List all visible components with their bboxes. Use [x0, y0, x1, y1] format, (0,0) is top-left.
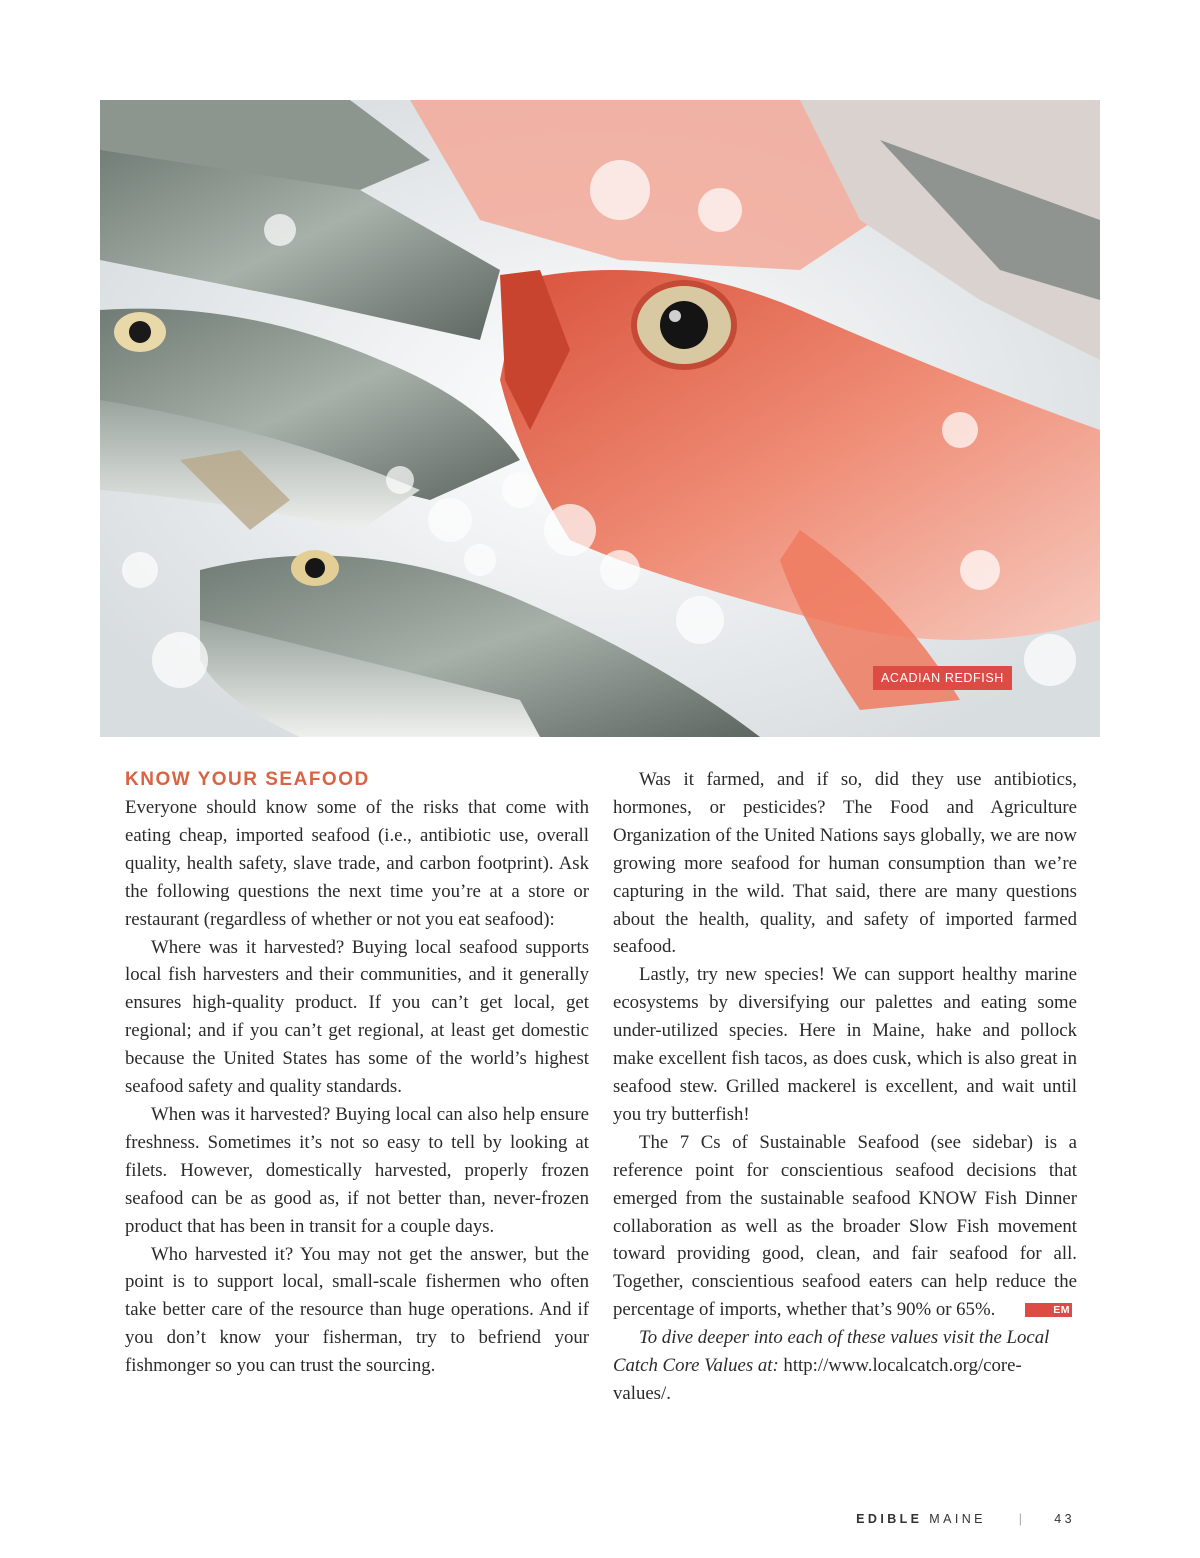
paragraph-text: The 7 Cs of Sustainable Seafood (see sidebar) is a reference point for conscientious seafood decisions that emerged from the sustainable seafood KNOW Fish Dinner collaboration as well as the broader Slow Fish movement toward providing good, clean, and fair seafood for all. Together, conscientious seafood eaters can help reduce the percentage of imports, whether that’s 90% or 65%. [613, 1131, 1077, 1321]
footer-region: MAINE [929, 1512, 986, 1526]
paragraph: Who harvested it? You may not get the answer, but the point is to support local, small-scale fishermen who often take better care of the resource than huge operations. And if you don’t know your fisherman, try to befriend your fishmonger so you can trust the sourcing. [125, 1243, 589, 1377]
article-right-column [613, 766, 1077, 1408]
page-footer [856, 1512, 1075, 1526]
fish-on-ice-image [100, 100, 1100, 737]
resource-note-text: To dive deeper into each of these values visit the Local Catch Core Values at: [613, 1327, 1050, 1377]
paragraph [613, 1129, 1077, 1324]
resource-note [613, 1324, 1077, 1408]
photo-caption-tag: ACADIAN REDFISH [873, 666, 1012, 690]
paragraph: Lastly, try new species! We can support healthy marine ecosystems by diversifying our palettes and eating some under-utilized species. Here in Maine, hake and pollock make excellent fish tacos, as does cusk, which is also great in seafood stew. Grilled mackerel is excellent, and wait until you try butterfish! [613, 964, 1077, 1125]
section-heading: KNOW YOUR SEAFOOD [125, 769, 370, 790]
fish-photo [100, 100, 1100, 737]
end-mark-logo: EM [1025, 1303, 1072, 1317]
paragraph: Where was it harvested? Buying local seafood supports local fish harvesters and their communities, and it generally ensures high-quality product. If you can’t get local, get regional; and if you can’t get regional, at least get domestic because the United States has some of the world’s highest seafood safety and quality standards. [125, 936, 589, 1098]
resource-url[interactable]: http://www.localcatch.org/core-values/. [613, 1355, 1022, 1404]
paragraph: Was it farmed, and if so, did they use antibiotics, hormones, or pesticides? The Food and Agriculture Organization of the United Nations says globally, we are now growing more seafood for human consumption than we’re capturing in the wild. That said, there are many questions about the health, quality, and safety of imported farmed seafood. [613, 769, 1077, 958]
footer-brand: EDIBLE [856, 1512, 923, 1526]
page-number: 43 [1054, 1512, 1075, 1526]
paragraph: Everyone should know some of the risks that come with eating cheap, imported seafood (i.e., antibiotic use, overall quality, health safety, slave trade, and carbon footprint). Ask the following questions the next time you’re at a store or restaurant (regardless of whether or not you eat seafood): [125, 797, 589, 930]
footer-separator: | [1018, 1512, 1026, 1526]
paragraph: When was it harvested? Buying local can also help ensure freshness. Sometimes it’s not so easy to tell by looking at filets. However, domestically harvested, properly frozen seafood can be as good as, if not better than, never-frozen product that has been in transit for a couple days. [125, 1103, 589, 1237]
article-left-column [125, 766, 589, 1380]
